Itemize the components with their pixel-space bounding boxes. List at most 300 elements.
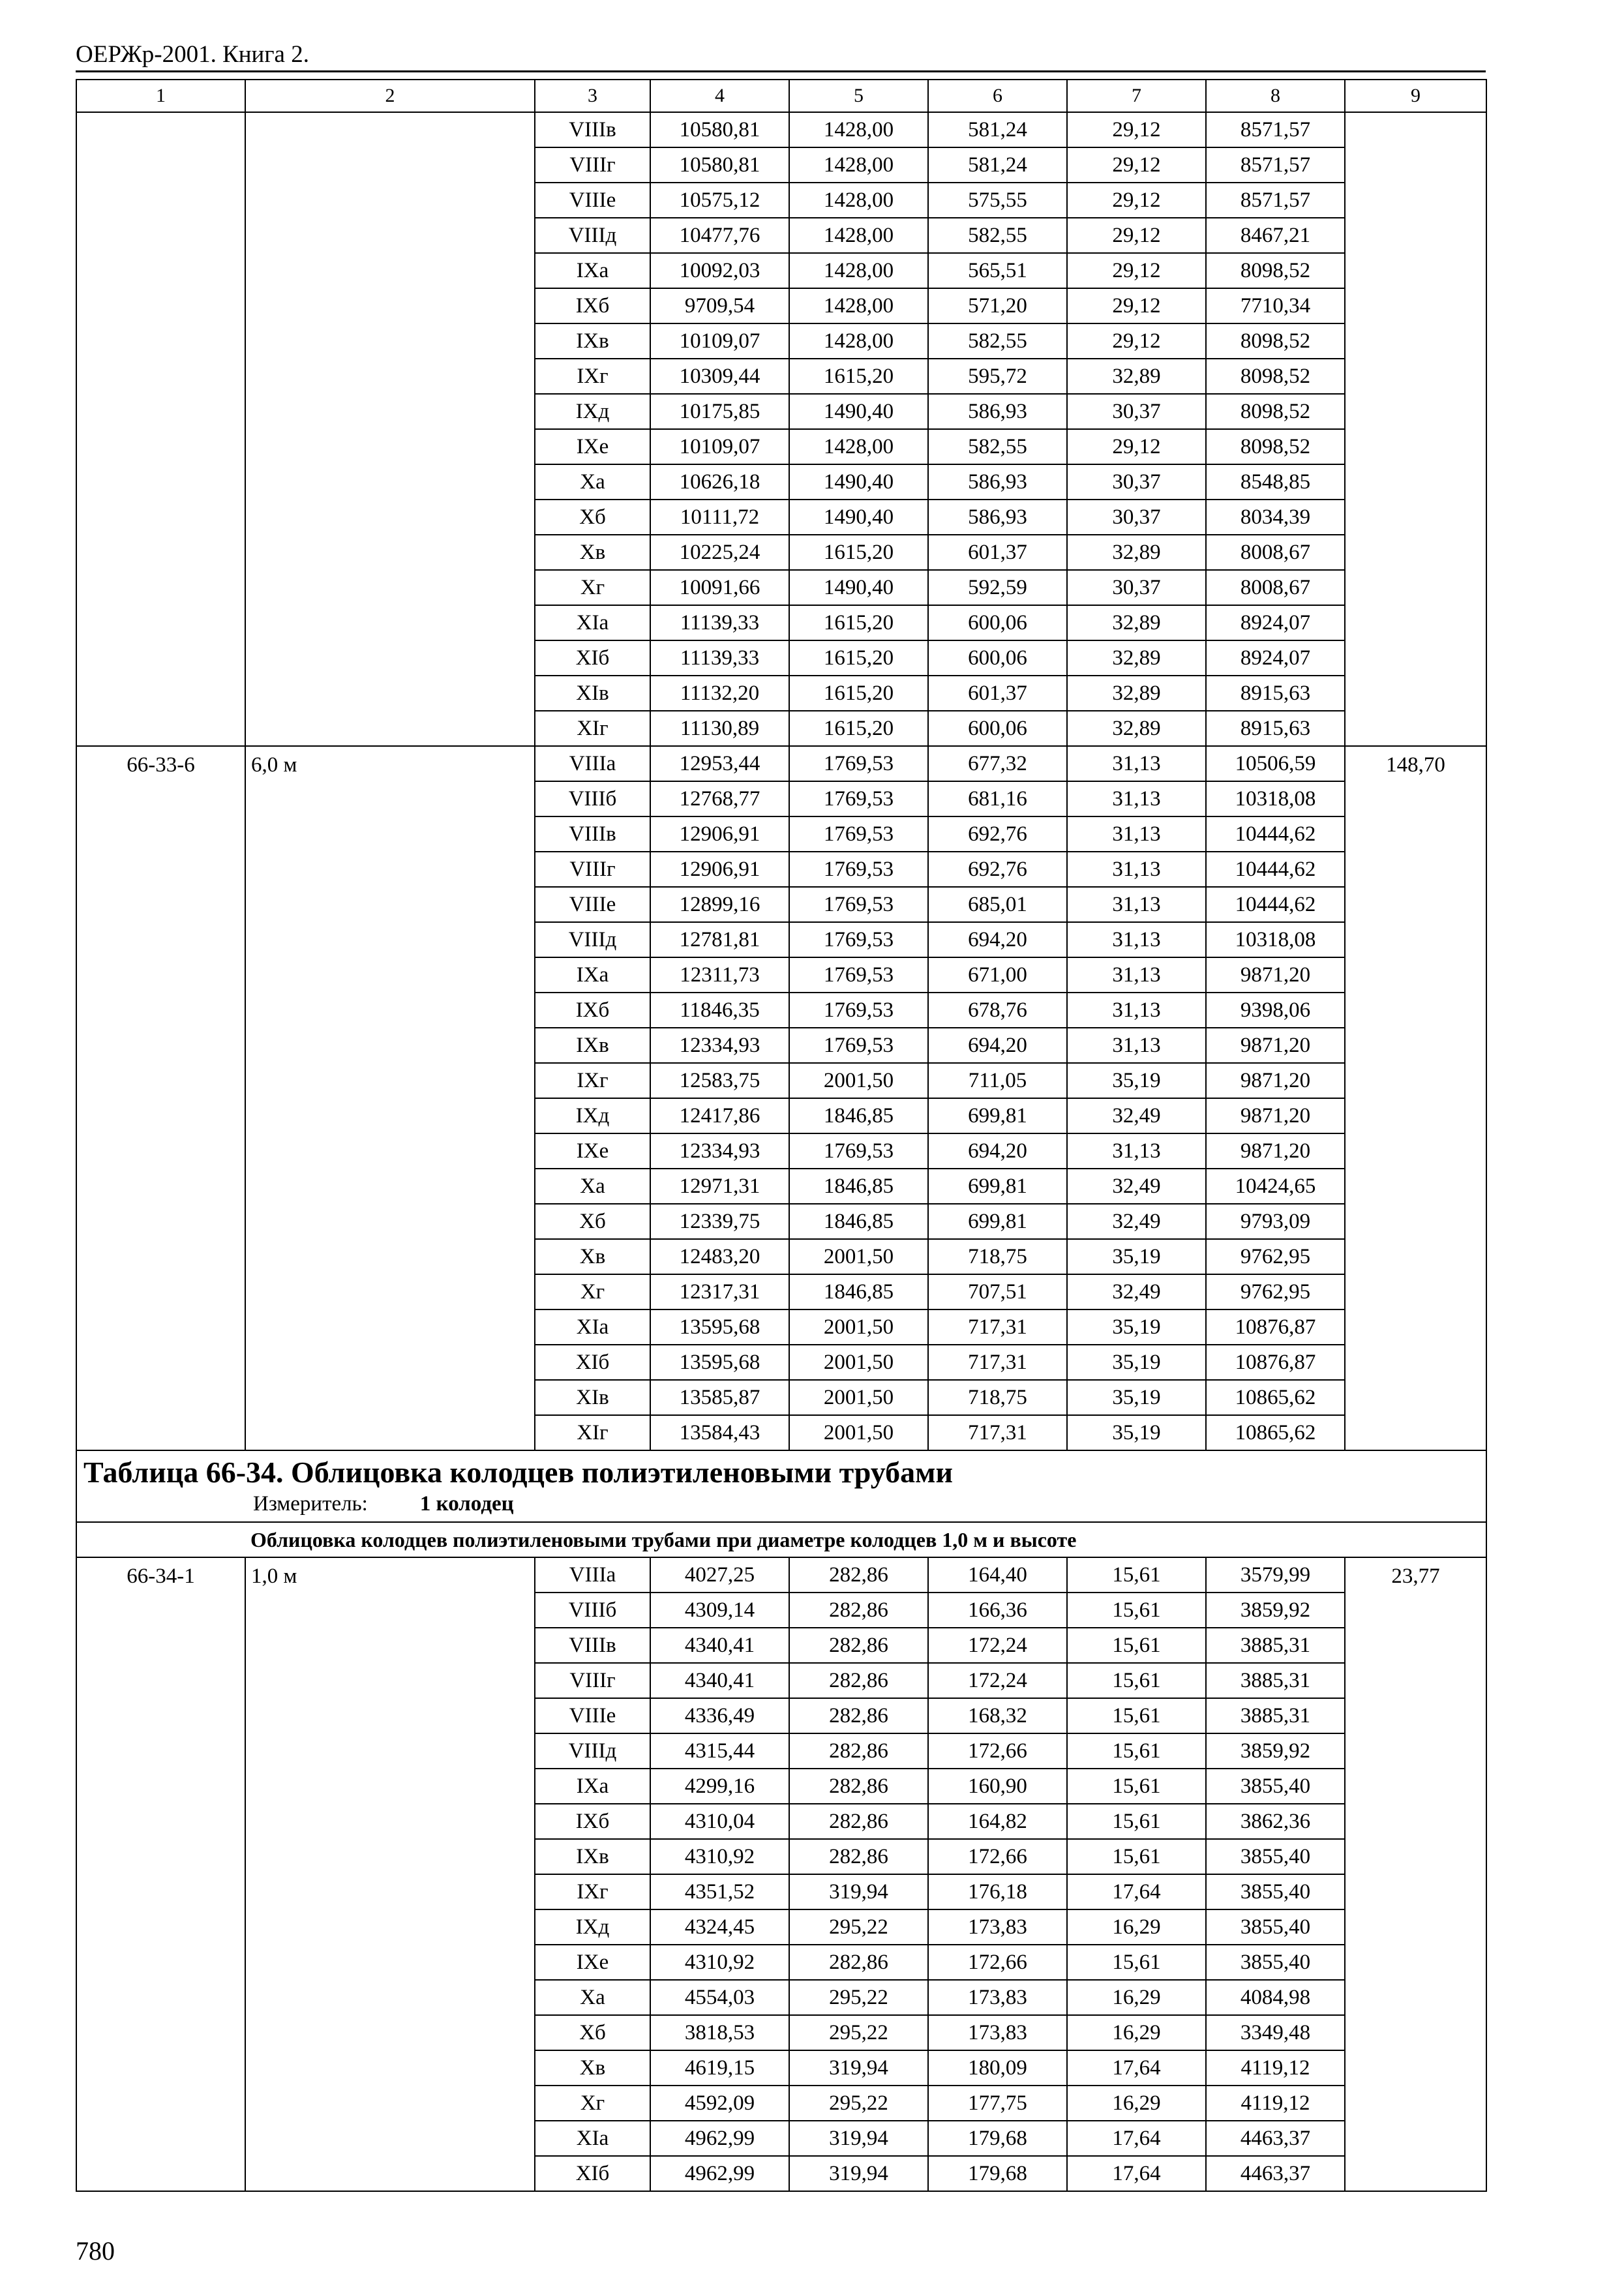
table-cell: 282,86 bbox=[789, 1769, 928, 1804]
table-cell: XIб bbox=[535, 2156, 650, 2191]
table-cell: 4463,37 bbox=[1206, 2121, 1345, 2156]
table-cell: 32,49 bbox=[1067, 1169, 1206, 1204]
table-cell: 10506,59 bbox=[1206, 746, 1345, 781]
table-cell: IXв bbox=[535, 323, 650, 359]
table-cell: 678,76 bbox=[928, 993, 1067, 1028]
table-cell: Xб bbox=[535, 1204, 650, 1239]
section-heading bbox=[76, 1450, 1486, 1522]
table-cell: 13595,68 bbox=[650, 1345, 789, 1380]
table-cell: 15,61 bbox=[1067, 1557, 1206, 1593]
table-cell: 10580,81 bbox=[650, 112, 789, 147]
table-cell: Xв bbox=[535, 535, 650, 570]
table-cell: 8924,07 bbox=[1206, 605, 1345, 640]
table-cell: 3859,92 bbox=[1206, 1593, 1345, 1628]
table-cell: 35,19 bbox=[1067, 1239, 1206, 1274]
table-cell: IXд bbox=[535, 1909, 650, 1945]
table-cell: 1769,53 bbox=[789, 781, 928, 816]
table-cell: 1769,53 bbox=[789, 993, 928, 1028]
table-cell: 180,09 bbox=[928, 2050, 1067, 2086]
table-cell: IXв bbox=[535, 1028, 650, 1063]
table-cell: 8008,67 bbox=[1206, 535, 1345, 570]
table-cell: 9762,95 bbox=[1206, 1239, 1345, 1274]
table-cell: 3862,36 bbox=[1206, 1804, 1345, 1839]
table-cell: 35,19 bbox=[1067, 1380, 1206, 1415]
column-number: 6 bbox=[928, 80, 1067, 112]
table-cell: 4084,98 bbox=[1206, 1980, 1345, 2015]
table-cell: Xг bbox=[535, 1274, 650, 1309]
table-cell: 1428,00 bbox=[789, 288, 928, 323]
table-cell: 4962,99 bbox=[650, 2121, 789, 2156]
table-cell: IXб bbox=[535, 1804, 650, 1839]
table-cell: 31,13 bbox=[1067, 1133, 1206, 1169]
table-cell: XIа bbox=[535, 605, 650, 640]
table-cell: 17,64 bbox=[1067, 2156, 1206, 2191]
table-cell: 12334,93 bbox=[650, 1133, 789, 1169]
table-cell: 3859,92 bbox=[1206, 1733, 1345, 1769]
table-cell: 15,61 bbox=[1067, 1839, 1206, 1874]
table-cell: 17,64 bbox=[1067, 1874, 1206, 1909]
table-cell: XIв bbox=[535, 676, 650, 711]
table-cell: 12906,91 bbox=[650, 816, 789, 852]
table-cell: 15,61 bbox=[1067, 1804, 1206, 1839]
table-cell: IXа bbox=[535, 253, 650, 288]
table-cell: 319,94 bbox=[789, 1874, 928, 1909]
table-cell: 8548,85 bbox=[1206, 464, 1345, 500]
table-cell: 581,24 bbox=[928, 147, 1067, 183]
table-cell: 3885,31 bbox=[1206, 1698, 1345, 1733]
column-number: 7 bbox=[1067, 80, 1206, 112]
table-cell: 12583,75 bbox=[650, 1063, 789, 1098]
table-cell: 282,86 bbox=[789, 1839, 928, 1874]
table-cell: 29,12 bbox=[1067, 112, 1206, 147]
table-cell: 8571,57 bbox=[1206, 183, 1345, 218]
table-cell: 10225,24 bbox=[650, 535, 789, 570]
table-cell: 1428,00 bbox=[789, 429, 928, 464]
table-cell: 31,13 bbox=[1067, 1028, 1206, 1063]
table-cell: 2001,50 bbox=[789, 1063, 928, 1098]
table-cell: 177,75 bbox=[928, 2086, 1067, 2121]
table-cell: 711,05 bbox=[928, 1063, 1067, 1098]
table-cell: 1846,85 bbox=[789, 1204, 928, 1239]
table-cell: 31,13 bbox=[1067, 746, 1206, 781]
table-cell: 600,06 bbox=[928, 711, 1067, 746]
table-cell: 282,86 bbox=[789, 1733, 928, 1769]
table-cell: 173,83 bbox=[928, 1980, 1067, 2015]
table-cell: 11139,33 bbox=[650, 640, 789, 676]
table-cell: 1769,53 bbox=[789, 852, 928, 887]
table-cell: 601,37 bbox=[928, 676, 1067, 711]
table-cell: 600,06 bbox=[928, 640, 1067, 676]
table-cell: 179,68 bbox=[928, 2156, 1067, 2191]
table-cell: 10318,08 bbox=[1206, 781, 1345, 816]
table-cell: 35,19 bbox=[1067, 1345, 1206, 1380]
table-cell: 282,86 bbox=[789, 1804, 928, 1839]
table-cell: 17,64 bbox=[1067, 2121, 1206, 2156]
height-cell: 6,0 м bbox=[245, 746, 535, 1450]
table-cell: 164,82 bbox=[928, 1804, 1067, 1839]
column-number-row bbox=[76, 80, 1486, 112]
table-cell: 12781,81 bbox=[650, 922, 789, 957]
table-cell: IXг bbox=[535, 1063, 650, 1098]
table-cell: XIг bbox=[535, 711, 650, 746]
table-cell: IXг bbox=[535, 359, 650, 394]
table-cell: 2001,50 bbox=[789, 1345, 928, 1380]
table-cell: 12768,77 bbox=[650, 781, 789, 816]
table-cell: 2001,50 bbox=[789, 1415, 928, 1450]
column-number: 5 bbox=[789, 80, 928, 112]
table-cell: 1490,40 bbox=[789, 464, 928, 500]
table-cell: 1615,20 bbox=[789, 605, 928, 640]
table-cell: 9762,95 bbox=[1206, 1274, 1345, 1309]
table-cell: 31,13 bbox=[1067, 852, 1206, 887]
table-cell: 1615,20 bbox=[789, 535, 928, 570]
table-cell: 16,29 bbox=[1067, 2015, 1206, 2050]
table-cell: 32,49 bbox=[1067, 1204, 1206, 1239]
column-number: 2 bbox=[245, 80, 535, 112]
table-cell: XIг bbox=[535, 1415, 650, 1450]
table-cell: 8008,67 bbox=[1206, 570, 1345, 605]
table-cell: 8034,39 bbox=[1206, 500, 1345, 535]
table-cell: 3855,40 bbox=[1206, 1839, 1345, 1874]
table-cell: VIIIв bbox=[535, 112, 650, 147]
table-cell: 172,24 bbox=[928, 1663, 1067, 1698]
table-cell: 17,64 bbox=[1067, 2050, 1206, 2086]
table-cell: 586,93 bbox=[928, 394, 1067, 429]
page-header-title: ОЕРЖр-2001. Книга 2. bbox=[76, 41, 309, 68]
table-cell: 1428,00 bbox=[789, 112, 928, 147]
table-cell: 179,68 bbox=[928, 2121, 1067, 2156]
column-number: 4 bbox=[650, 80, 789, 112]
table-cell: 3349,48 bbox=[1206, 2015, 1345, 2050]
table-cell: 9871,20 bbox=[1206, 1098, 1345, 1133]
table-cell: 35,19 bbox=[1067, 1309, 1206, 1345]
table-cell: 3855,40 bbox=[1206, 1909, 1345, 1945]
column-number: 8 bbox=[1206, 80, 1345, 112]
section-title: Таблица 66-34. Облицовка колодцев полиэтиленовыми трубами bbox=[83, 1456, 954, 1489]
table-cell: 13595,68 bbox=[650, 1309, 789, 1345]
table-cell: 29,12 bbox=[1067, 183, 1206, 218]
table-cell: 32,49 bbox=[1067, 1274, 1206, 1309]
table-cell: 10580,81 bbox=[650, 147, 789, 183]
table-cell: 8467,21 bbox=[1206, 218, 1345, 253]
table-cell: 29,12 bbox=[1067, 147, 1206, 183]
table-cell: 685,01 bbox=[928, 887, 1067, 922]
table-cell: 31,13 bbox=[1067, 993, 1206, 1028]
table-cell: 319,94 bbox=[789, 2121, 928, 2156]
table-cell: 8915,63 bbox=[1206, 711, 1345, 746]
table-cell: 29,12 bbox=[1067, 218, 1206, 253]
table-cell: 8098,52 bbox=[1206, 394, 1345, 429]
table-cell: 172,66 bbox=[928, 1945, 1067, 1980]
table-cell: 8915,63 bbox=[1206, 676, 1345, 711]
table-cell: 717,31 bbox=[928, 1345, 1067, 1380]
table-cell: 32,89 bbox=[1067, 711, 1206, 746]
height-cell: 1,0 м bbox=[245, 1557, 535, 2191]
table-cell: 692,76 bbox=[928, 852, 1067, 887]
table-cell: 3885,31 bbox=[1206, 1628, 1345, 1663]
table-cell: 8571,57 bbox=[1206, 147, 1345, 183]
col9-cell: 23,77 bbox=[1345, 1557, 1486, 2191]
table-cell: VIIIд bbox=[535, 218, 650, 253]
table-cell: 4027,25 bbox=[650, 1557, 789, 1593]
table-cell: 31,13 bbox=[1067, 887, 1206, 922]
table-cell: 3855,40 bbox=[1206, 1769, 1345, 1804]
table-cell: 29,12 bbox=[1067, 288, 1206, 323]
table-cell: 1769,53 bbox=[789, 746, 928, 781]
code-cell: 66-34-1 bbox=[76, 1557, 245, 2191]
table-cell: 1769,53 bbox=[789, 957, 928, 993]
table-cell: 10175,85 bbox=[650, 394, 789, 429]
table-cell: 4310,92 bbox=[650, 1839, 789, 1874]
table-cell: 10318,08 bbox=[1206, 922, 1345, 957]
unit-label: Измеритель: bbox=[253, 1492, 368, 1516]
table-cell: 173,83 bbox=[928, 1909, 1067, 1945]
table-cell: IXе bbox=[535, 1945, 650, 1980]
table-cell: 4340,41 bbox=[650, 1663, 789, 1698]
table-cell: Xг bbox=[535, 570, 650, 605]
table-cell: 10477,76 bbox=[650, 218, 789, 253]
table-cell: 15,61 bbox=[1067, 1698, 1206, 1733]
table-cell: VIIIв bbox=[535, 1628, 650, 1663]
table-cell: 11132,20 bbox=[650, 676, 789, 711]
table-cell: 160,90 bbox=[928, 1769, 1067, 1804]
table-cell: 12334,93 bbox=[650, 1028, 789, 1063]
table-cell: 8098,52 bbox=[1206, 359, 1345, 394]
table-cell: 694,20 bbox=[928, 922, 1067, 957]
table-cell: 10109,07 bbox=[650, 323, 789, 359]
table-cell: 10865,62 bbox=[1206, 1415, 1345, 1450]
table-cell: 1490,40 bbox=[789, 500, 928, 535]
table-cell: 1769,53 bbox=[789, 922, 928, 957]
table-cell: 4310,04 bbox=[650, 1804, 789, 1839]
table-cell: VIIIе bbox=[535, 1698, 650, 1733]
table-cell: 600,06 bbox=[928, 605, 1067, 640]
table-cell: 586,93 bbox=[928, 500, 1067, 535]
table-cell: 1615,20 bbox=[789, 676, 928, 711]
table-cell: 172,66 bbox=[928, 1839, 1067, 1874]
table-cell: 4315,44 bbox=[650, 1733, 789, 1769]
table-cell: 282,86 bbox=[789, 1663, 928, 1698]
table-cell: IXд bbox=[535, 1098, 650, 1133]
table-cell: 699,81 bbox=[928, 1169, 1067, 1204]
table-cell: Xв bbox=[535, 1239, 650, 1274]
table-cell: 10444,62 bbox=[1206, 887, 1345, 922]
table-cell: 4340,41 bbox=[650, 1628, 789, 1663]
table-cell: 4592,09 bbox=[650, 2086, 789, 2121]
table-cell: VIIIг bbox=[535, 852, 650, 887]
table-cell: 12899,16 bbox=[650, 887, 789, 922]
table-cell: 10626,18 bbox=[650, 464, 789, 500]
table-cell: IXа bbox=[535, 957, 650, 993]
table-cell: 8098,52 bbox=[1206, 253, 1345, 288]
table-cell: IXб bbox=[535, 993, 650, 1028]
table-cell: 10444,62 bbox=[1206, 852, 1345, 887]
table-cell: 4463,37 bbox=[1206, 2156, 1345, 2191]
table-cell: 295,22 bbox=[789, 2015, 928, 2050]
table-cell: 12906,91 bbox=[650, 852, 789, 887]
table-cell: 12953,44 bbox=[650, 746, 789, 781]
table-cell: 29,12 bbox=[1067, 429, 1206, 464]
table-cell: 1615,20 bbox=[789, 640, 928, 676]
table-cell: 10444,62 bbox=[1206, 816, 1345, 852]
table-cell: IXб bbox=[535, 288, 650, 323]
table-cell: 4336,49 bbox=[650, 1698, 789, 1733]
table-cell: VIIIа bbox=[535, 1557, 650, 1593]
table-cell: 15,61 bbox=[1067, 1593, 1206, 1628]
table-cell: VIIIб bbox=[535, 781, 650, 816]
table-cell: Xб bbox=[535, 500, 650, 535]
table-cell: 32,89 bbox=[1067, 535, 1206, 570]
table-cell: 1769,53 bbox=[789, 1028, 928, 1063]
table-cell: 3818,53 bbox=[650, 2015, 789, 2050]
table-cell: 172,66 bbox=[928, 1733, 1067, 1769]
table-cell: 31,13 bbox=[1067, 957, 1206, 993]
table-cell: XIв bbox=[535, 1380, 650, 1415]
table-cell: 10424,65 bbox=[1206, 1169, 1345, 1204]
code-cell: 66-33-6 bbox=[76, 746, 245, 1450]
table-cell: 1490,40 bbox=[789, 570, 928, 605]
table-cell: 4119,12 bbox=[1206, 2050, 1345, 2086]
table-cell: VIIIг bbox=[535, 147, 650, 183]
table-cell: 718,75 bbox=[928, 1239, 1067, 1274]
table-cell: 282,86 bbox=[789, 1628, 928, 1663]
table-cell: 4119,12 bbox=[1206, 2086, 1345, 2121]
table-cell: 1428,00 bbox=[789, 253, 928, 288]
table-cell: IXв bbox=[535, 1839, 650, 1874]
table-cell: 30,37 bbox=[1067, 570, 1206, 605]
subtitle-row bbox=[76, 1522, 1486, 1557]
table-cell: 35,19 bbox=[1067, 1063, 1206, 1098]
table-cell: 8924,07 bbox=[1206, 640, 1345, 676]
table-cell: 15,61 bbox=[1067, 1769, 1206, 1804]
table-cell: 1490,40 bbox=[789, 394, 928, 429]
table-cell: Xа bbox=[535, 1980, 650, 2015]
table-cell: 582,55 bbox=[928, 429, 1067, 464]
table-cell: 9871,20 bbox=[1206, 1063, 1345, 1098]
table-cell: 32,89 bbox=[1067, 605, 1206, 640]
table-cell: VIIIе bbox=[535, 887, 650, 922]
table-cell: 1428,00 bbox=[789, 323, 928, 359]
code-cell bbox=[76, 112, 245, 746]
table-cell: 176,18 bbox=[928, 1874, 1067, 1909]
table-cell: 8098,52 bbox=[1206, 429, 1345, 464]
table-cell: 16,29 bbox=[1067, 2086, 1206, 2121]
table-cell: 1769,53 bbox=[789, 1133, 928, 1169]
table-cell: 32,89 bbox=[1067, 359, 1206, 394]
table-cell: 681,16 bbox=[928, 781, 1067, 816]
table-cell: XIа bbox=[535, 1309, 650, 1345]
table-cell: 575,55 bbox=[928, 183, 1067, 218]
table-cell: 282,86 bbox=[789, 1593, 928, 1628]
table-cell: 718,75 bbox=[928, 1380, 1067, 1415]
table-cell: 9871,20 bbox=[1206, 1028, 1345, 1063]
table-cell: 9871,20 bbox=[1206, 957, 1345, 993]
col9-cell: 148,70 bbox=[1345, 746, 1486, 1450]
table-cell: 4619,15 bbox=[650, 2050, 789, 2086]
table-cell: 9398,06 bbox=[1206, 993, 1345, 1028]
table-cell: 9793,09 bbox=[1206, 1204, 1345, 1239]
table-row bbox=[76, 746, 1486, 781]
table-cell: VIIIд bbox=[535, 1733, 650, 1769]
table-cell: XIб bbox=[535, 1345, 650, 1380]
table-cell: 592,59 bbox=[928, 570, 1067, 605]
table-cell: 581,24 bbox=[928, 112, 1067, 147]
table-cell: 15,61 bbox=[1067, 1663, 1206, 1698]
table-cell: 10111,72 bbox=[650, 500, 789, 535]
table-cell: 173,83 bbox=[928, 2015, 1067, 2050]
table-cell: 2001,50 bbox=[789, 1239, 928, 1274]
height-cell bbox=[245, 112, 535, 746]
table-cell: 3855,40 bbox=[1206, 1874, 1345, 1909]
table-row bbox=[76, 1557, 1486, 1593]
table-cell: 31,13 bbox=[1067, 781, 1206, 816]
column-number: 1 bbox=[76, 80, 245, 112]
table-cell: 15,61 bbox=[1067, 1945, 1206, 1980]
table-cell: 32,89 bbox=[1067, 676, 1206, 711]
table-row bbox=[76, 112, 1486, 147]
table-cell: 11139,33 bbox=[650, 605, 789, 640]
table-cell: 12971,31 bbox=[650, 1169, 789, 1204]
table-cell: 694,20 bbox=[928, 1028, 1067, 1063]
table-cell: 16,29 bbox=[1067, 1909, 1206, 1945]
table-cell: 32,49 bbox=[1067, 1098, 1206, 1133]
table-cell: 4962,99 bbox=[650, 2156, 789, 2191]
table-cell: 2001,50 bbox=[789, 1309, 928, 1345]
table-cell: 282,86 bbox=[789, 1557, 928, 1593]
table-cell: 595,72 bbox=[928, 359, 1067, 394]
table-cell: 168,32 bbox=[928, 1698, 1067, 1733]
table-cell: 10092,03 bbox=[650, 253, 789, 288]
table-cell: 295,22 bbox=[789, 2086, 928, 2121]
table-cell: 164,40 bbox=[928, 1557, 1067, 1593]
table-cell: 1428,00 bbox=[789, 183, 928, 218]
table-cell: 10109,07 bbox=[650, 429, 789, 464]
table-cell: 3855,40 bbox=[1206, 1945, 1345, 1980]
table-cell: 707,51 bbox=[928, 1274, 1067, 1309]
table-cell: 12339,75 bbox=[650, 1204, 789, 1239]
section-subtitle: Облицовка колодцев полиэтиленовыми трубами при диаметре колодцев 1,0 м и высоте bbox=[76, 1522, 1486, 1557]
table-cell: 30,37 bbox=[1067, 394, 1206, 429]
table-cell: 31,13 bbox=[1067, 922, 1206, 957]
table-cell: 172,24 bbox=[928, 1628, 1067, 1663]
table-cell: 571,20 bbox=[928, 288, 1067, 323]
table-cell: 319,94 bbox=[789, 2050, 928, 2086]
table-cell: 12317,31 bbox=[650, 1274, 789, 1309]
table-cell: 30,37 bbox=[1067, 464, 1206, 500]
table-cell: 4351,52 bbox=[650, 1874, 789, 1909]
table-cell: 10091,66 bbox=[650, 570, 789, 605]
table-cell: 166,36 bbox=[928, 1593, 1067, 1628]
section-unit bbox=[253, 1492, 1486, 1516]
table-cell: 13585,87 bbox=[650, 1380, 789, 1415]
table-cell: 671,00 bbox=[928, 957, 1067, 993]
table-cell: 1428,00 bbox=[789, 147, 928, 183]
table-cell: XIб bbox=[535, 640, 650, 676]
table-cell: 4309,14 bbox=[650, 1593, 789, 1628]
table-cell: Xа bbox=[535, 1169, 650, 1204]
page-number: 780 bbox=[76, 2236, 115, 2266]
table-cell: Xа bbox=[535, 464, 650, 500]
table-cell: 13584,43 bbox=[650, 1415, 789, 1450]
section-heading-row bbox=[76, 1450, 1486, 1522]
table-cell: 582,55 bbox=[928, 323, 1067, 359]
table-cell: IXе bbox=[535, 1133, 650, 1169]
table-cell: 31,13 bbox=[1067, 816, 1206, 852]
table-cell: 12311,73 bbox=[650, 957, 789, 993]
table-cell: 12417,86 bbox=[650, 1098, 789, 1133]
table-cell: 717,31 bbox=[928, 1309, 1067, 1345]
table-cell: 2001,50 bbox=[789, 1380, 928, 1415]
